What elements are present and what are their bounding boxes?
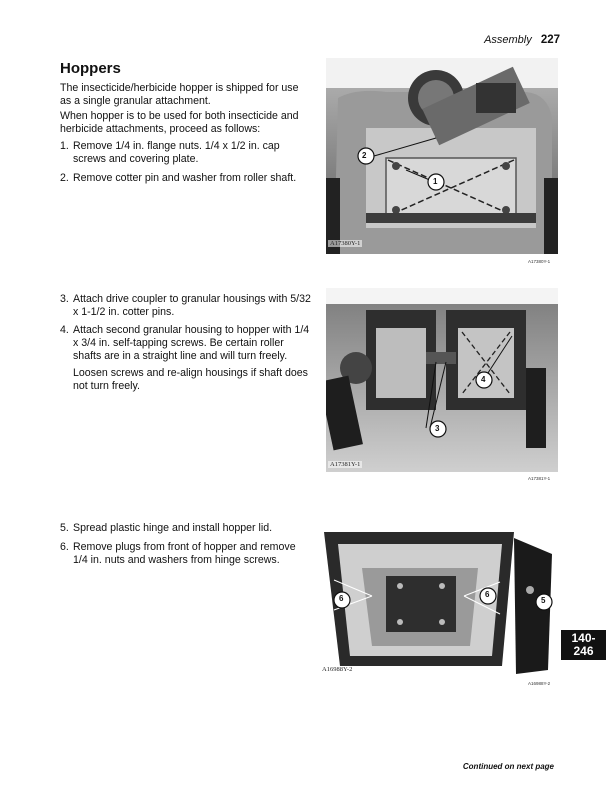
running-header xyxy=(484,34,560,46)
continued-note: Continued on next page xyxy=(462,762,554,771)
step-4 xyxy=(60,324,312,363)
figure-3-code-small: A16988Y-2 xyxy=(528,681,551,686)
section-tab xyxy=(561,630,606,660)
step-2 xyxy=(60,172,312,185)
step-text: Remove plugs from front of hopper and remove 1/4 in. nuts and washers from hinge screws. xyxy=(73,541,296,566)
figure-1-callout-a: 2 xyxy=(362,151,367,160)
section-tab-line-2: 246 xyxy=(573,644,594,658)
figure-3-callout-c: 5 xyxy=(541,596,546,605)
step-number: 1. xyxy=(60,140,69,152)
step-5 xyxy=(60,522,312,535)
section-name: Assembly xyxy=(484,34,532,46)
figure-1-code-small: A17380Y-1 xyxy=(528,259,551,264)
figure-2-callout-b: 3 xyxy=(435,424,440,433)
figure-2-code: A17381Y-1 xyxy=(330,461,361,468)
step-number: 5. xyxy=(60,522,69,534)
step-text: Spread plastic hinge and install hopper lid. xyxy=(73,522,273,534)
step-number: 6. xyxy=(60,541,69,553)
figure-1-code: A17380Y-1 xyxy=(330,240,361,247)
figure-3-code: A16988Y-2 xyxy=(322,666,353,673)
figure-1-callout-b: 1 xyxy=(433,177,438,186)
step-3 xyxy=(60,293,312,319)
figure-3-photo xyxy=(316,524,556,676)
step-6 xyxy=(60,541,312,567)
step-text: Attach drive coupler to granular housings with 5/32 x 1-1/2 in. cotter pins. xyxy=(73,293,311,318)
figure-3-callout-b: 6 xyxy=(485,590,490,599)
step-text: Remove 1/4 in. flange nuts. 1/4 x 1/2 in. cap screws and covering plate. xyxy=(73,140,280,165)
step-number: 2. xyxy=(60,172,69,184)
section-title: Hoppers xyxy=(60,60,121,77)
figure-1-photo xyxy=(326,58,558,254)
step-1 xyxy=(60,140,312,166)
figure-2-code-small: A17381Y-1 xyxy=(528,476,551,481)
step-text: Remove cotter pin and washer from roller shaft. xyxy=(73,172,297,184)
step-number: 4. xyxy=(60,324,69,336)
section-tab-line-1: 140- xyxy=(571,631,596,645)
intro-paragraph-2: When hopper is to be used for both insecticide and herbicide attachments, proceed as follows: xyxy=(60,110,299,135)
figure-2-callout-a: 4 xyxy=(481,375,486,384)
step-number: 3. xyxy=(60,293,69,305)
step-text: Attach second granular housing to hopper with 1/4 x 3/4 in. self-tapping screws. Be certain roller shafts are in a straight line and will turn freely. xyxy=(73,324,310,362)
figure-3-callout-a: 6 xyxy=(339,594,344,603)
step-4-note: Loosen screws and re-align housings if shaft does not turn freely. xyxy=(73,367,308,392)
intro-paragraph-1: The insecticide/herbicide hopper is shipped for use as a single granular attachment. xyxy=(60,82,299,107)
page-number: 227 xyxy=(540,34,560,46)
figure-2-photo xyxy=(326,288,558,472)
